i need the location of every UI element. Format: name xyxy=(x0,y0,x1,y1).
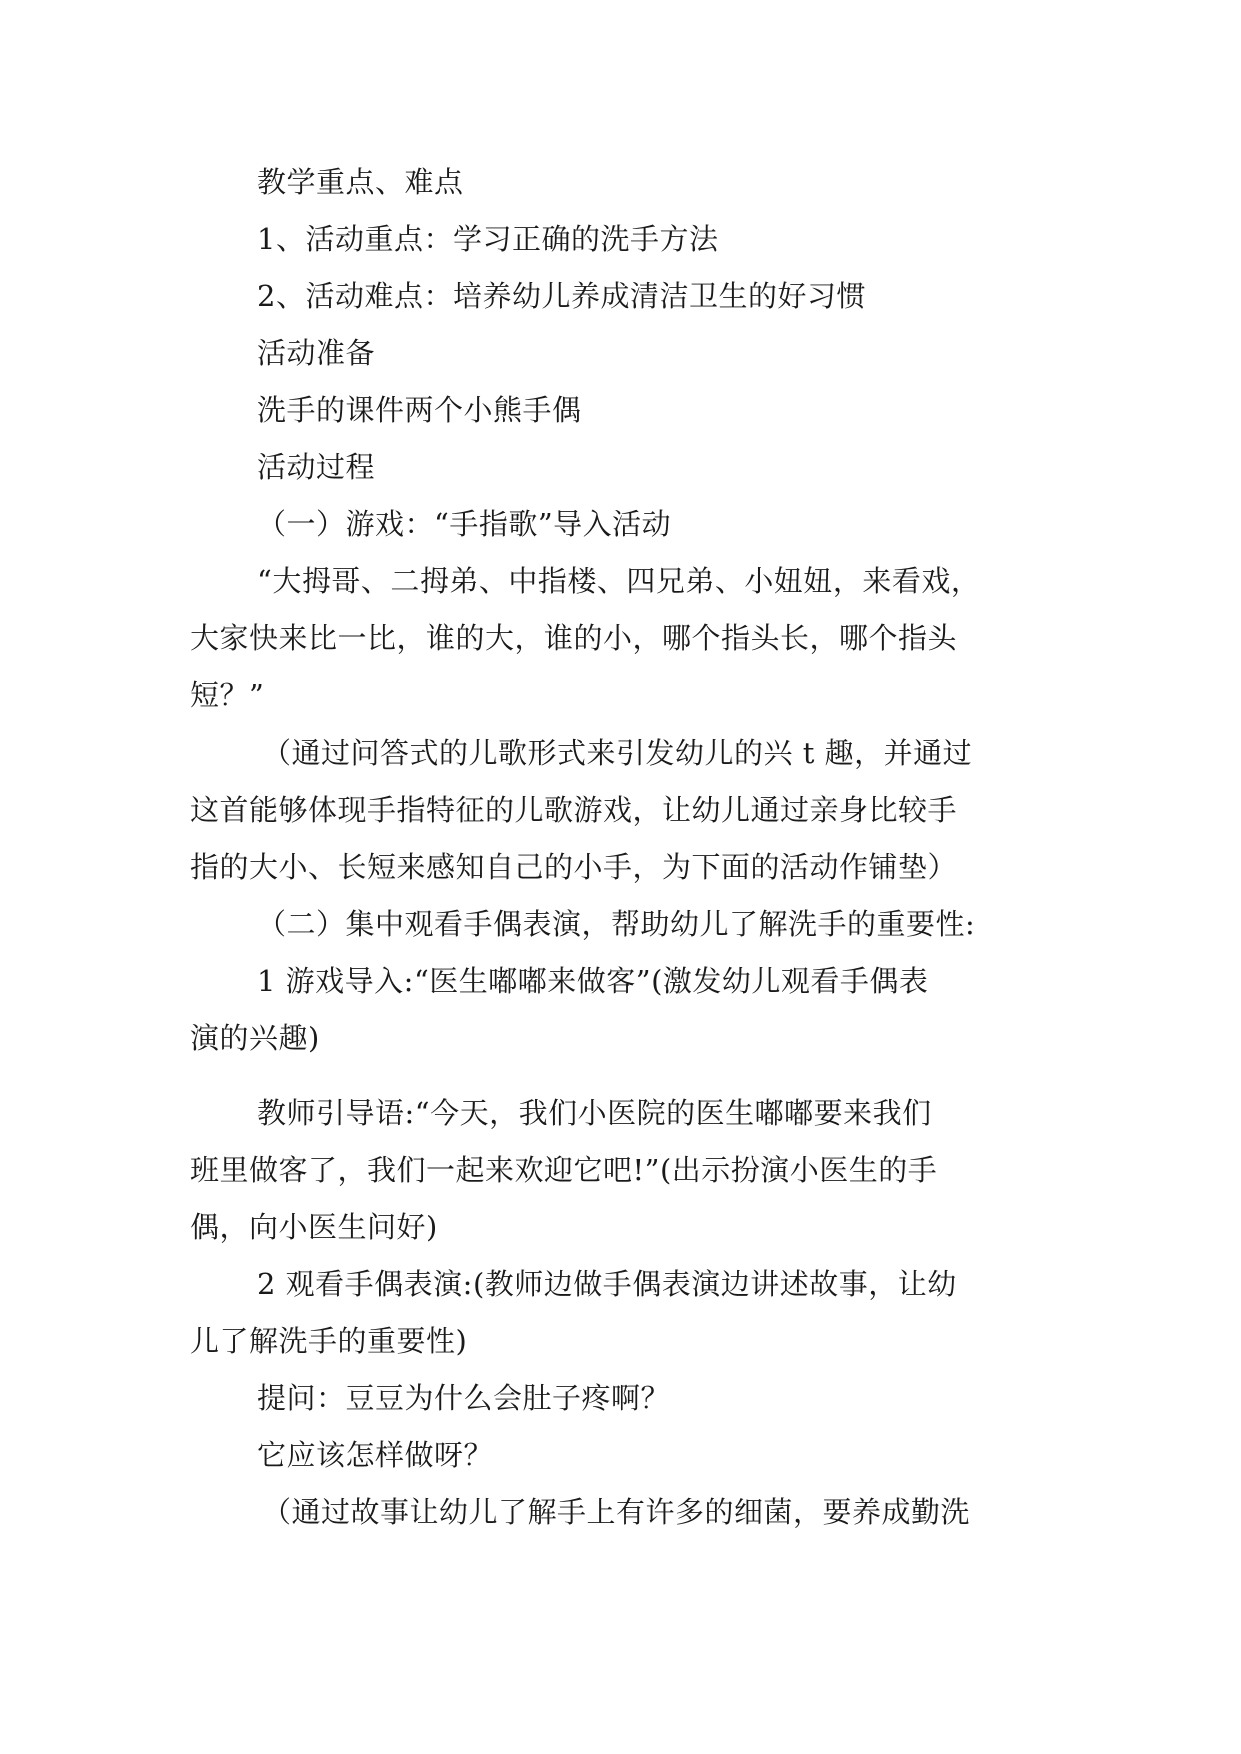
list-item-key-point-1: 1、活动重点：学习正确的洗手方法 xyxy=(257,222,719,256)
paragraph-line: 大家快来比一比，谁的大，谁的小，哪个指头长，哪个指头 xyxy=(190,621,958,655)
paragraph-line: 2 观看手偶表演:(教师边做手偶表演边讲述故事，让幼 xyxy=(257,1267,957,1301)
paragraph-line: 班里做客了，我们一起来欢迎它吧!”(出示扮演小医生的手 xyxy=(190,1153,938,1187)
paragraph-question-1: 提问：豆豆为什么会肚子疼啊？ xyxy=(257,1381,671,1415)
paragraph-line: 偶，向小医生问好) xyxy=(190,1210,438,1244)
paragraph-line: 指的大小、长短来感知自己的小手，为下面的活动作铺垫） xyxy=(190,850,958,884)
paragraph-line: 儿了解洗手的重要性) xyxy=(190,1324,468,1358)
paragraph-line: （通过故事让幼儿了解手上有许多的细菌，要养成勤洗 xyxy=(262,1495,971,1529)
paragraph-line: 教师引导语:“今天，我们小医院的医生嘟嘟要来我们 xyxy=(257,1096,932,1130)
paragraph-question-2: 它应该怎样做呀？ xyxy=(257,1438,494,1472)
subsection-heading-2: （二）集中观看手偶表演，帮助幼儿了解洗手的重要性: xyxy=(257,907,976,941)
paragraph-line: 演的兴趣) xyxy=(190,1021,320,1055)
paragraph-line: 短？” xyxy=(190,678,265,712)
paragraph-line: （通过问答式的儿歌形式来引发幼儿的兴 t 趣，并通过 xyxy=(262,736,973,770)
paragraph-line: “大拇哥、二拇弟、中指楼、四兄弟、小妞妞，来看戏， xyxy=(257,564,981,598)
list-item-key-point-2: 2、活动难点：培养幼儿养成清洁卫生的好习惯 xyxy=(257,279,866,313)
section-heading-process: 活动过程 xyxy=(257,450,376,484)
paragraph-line: 1 游戏导入:“医生嘟嘟来做客”(激发幼儿观看手偶表 xyxy=(257,964,929,998)
section-heading-preparation: 活动准备 xyxy=(257,336,376,370)
paragraph-preparation-materials: 洗手的课件两个小熊手偶 xyxy=(257,393,582,427)
subsection-heading-1: （一）游戏：“手指歌”导入活动 xyxy=(257,507,672,541)
paragraph-line: 这首能够体现手指特征的儿歌游戏，让幼儿通过亲身比较手 xyxy=(190,793,958,827)
section-heading-key-points: 教学重点、难点 xyxy=(257,165,464,199)
